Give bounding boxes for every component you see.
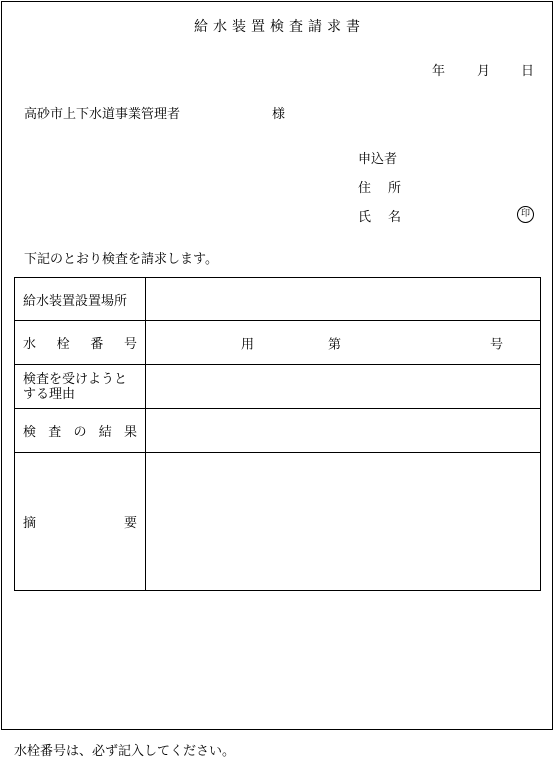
address-label-2: 所 bbox=[388, 181, 402, 196]
date-year: 年 bbox=[432, 64, 446, 79]
table-row bbox=[15, 365, 541, 409]
summary-label-char: 摘 bbox=[23, 516, 37, 531]
result-field[interactable] bbox=[146, 409, 541, 453]
hydrant-suffix-label: 号 bbox=[490, 337, 504, 352]
table-row bbox=[15, 409, 541, 453]
hydrant-label-char: 水 bbox=[23, 337, 37, 352]
name-label-2: 名 bbox=[388, 210, 402, 225]
hydrant-number-field[interactable] bbox=[146, 321, 541, 365]
result-label-char: の bbox=[73, 425, 87, 440]
hydrant-no-label: 第 bbox=[328, 337, 342, 352]
applicant-heading: 申込者 bbox=[358, 152, 398, 167]
form-title: 給水装置検査請求書 bbox=[194, 19, 365, 35]
hydrant-label bbox=[15, 321, 146, 365]
table-row bbox=[15, 321, 541, 365]
hydrant-label-char: 栓 bbox=[56, 337, 70, 352]
table-row bbox=[15, 453, 541, 591]
date-month: 月 bbox=[477, 64, 491, 79]
summary-field[interactable] bbox=[146, 453, 541, 591]
result-label-char: 果 bbox=[123, 425, 137, 440]
hydrant-label-char: 号 bbox=[123, 337, 137, 352]
location-field[interactable] bbox=[146, 278, 541, 321]
inspection-table bbox=[14, 277, 541, 591]
location-label: 給水装置設置場所 bbox=[15, 278, 146, 321]
table-row bbox=[15, 278, 541, 321]
result-label-char: 結 bbox=[98, 425, 112, 440]
address-label-1: 住 bbox=[358, 181, 372, 196]
result-label-char: 査 bbox=[48, 425, 62, 440]
name-label-1: 氏 bbox=[358, 210, 372, 225]
addressee-name: 高砂市上下水道事業管理者 bbox=[24, 107, 181, 122]
result-label bbox=[15, 409, 146, 453]
date-day: 日 bbox=[521, 64, 535, 79]
intro-text: 下記のとおり検査を請求します。 bbox=[24, 252, 218, 267]
reason-field[interactable] bbox=[146, 365, 541, 409]
hydrant-use-label: 用 bbox=[241, 337, 255, 352]
summary-label-char: 要 bbox=[123, 516, 137, 531]
result-label-char: 検 bbox=[23, 425, 37, 440]
reason-label: 検査を受けようとする理由 bbox=[15, 365, 146, 409]
hydrant-label-char: 番 bbox=[90, 337, 104, 352]
addressee-honorific: 様 bbox=[272, 107, 286, 122]
footnote: 水栓番号は、必ず記入してください。 bbox=[14, 744, 236, 759]
summary-label bbox=[15, 453, 146, 591]
seal-mark: 印 bbox=[517, 206, 534, 223]
